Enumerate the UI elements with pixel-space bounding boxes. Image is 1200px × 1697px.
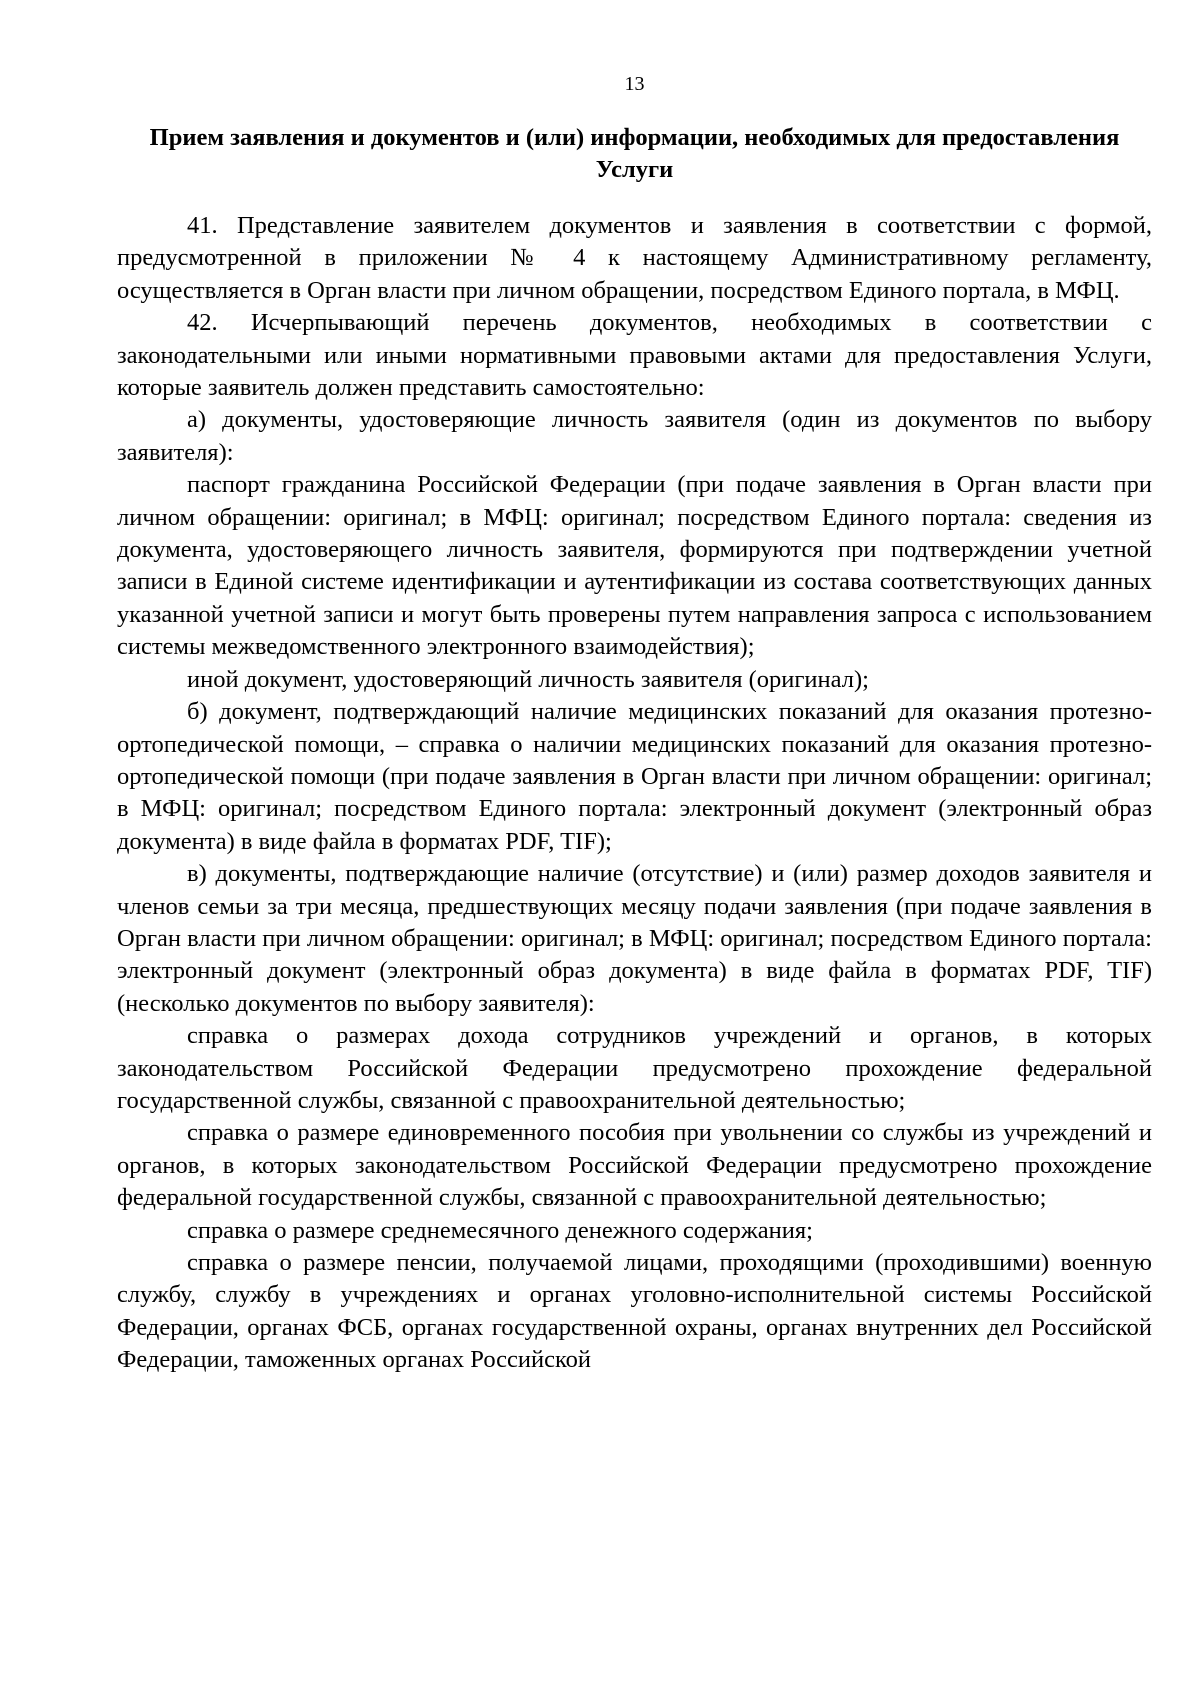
paragraph-income-certificate: справка о размерах дохода сотрудников учреждений и органов, в которых законодательством Российской Федерации предусмотрено прохождение федеральной государственной службы, связанной с правоохранительной деятельностью; [117,1022,1152,1114]
paragraph-average-salary-certificate: справка о размере среднемесячного денежного содержания; [187,1216,813,1244]
paragraph-42: 42. Исчерпывающий перечень документов, необходимых в соответствии с законодательными или иными нормативными правовыми актами для предоставления Услуги, которые заявитель должен представить самостоятельно: [117,309,1152,402]
paragraph-item-b: б) документ, подтверждающий наличие медицинских показаний для оказания протезно-ортопедической помощи, – справка о наличии медицинских показаний для оказания протезно-ортопедической помощи (при подаче заявления в Орган власти при личном обращении: оригинал; в МФЦ: оригинал; посредством Единого портала: электронный документ (электронный образ документа) в виде файла в форматах PDF, TIF); [117,698,1152,855]
paragraph-severance-certificate: справка о размере единовременного пособия при увольнении со службы из учреждений и органов, в которых законодательством Российской Федерации предусмотрено прохождение федеральной государственной службы, связанной с правоохранительной деятельностью; [117,1119,1152,1212]
paragraph-pension-certificate: справка о размере пенсии, получаемой лицами, проходящими (проходившими) военную службу, службу в учреждениях и органах уголовно-исполнительной системы Российской Федерации, органах ФСБ, органах государственной охраны, органах внутренних дел Российской Федерации, таможенных органах Российской [117,1249,1152,1374]
section-title: Прием заявления и документов и (или) информации, необходимых для предоставления Услуги [149,124,1120,183]
paragraph-41: 41. Представление заявителем документов и заявления в соответствии с формой, предусмотренной в приложении № 4 к настоящему Административному регламенту, осуществляется в Орган власти при личном обращении, посредством Единого портала, в МФЦ. [117,212,1152,304]
paragraph-item-a: а) документы, удостоверяющие личность заявителя (один из документов по выбору заявителя): [117,406,1152,466]
paragraph-other-id: иной документ, удостоверяющий личность заявителя (оригинал); [187,665,869,693]
paragraph-passport: паспорт гражданина Российской Федерации (при подаче заявления в Орган власти при личном обращении: оригинал; в МФЦ: оригинал; посредством Единого портала: сведения из документа, удостоверяющего личность заявителя, формируются при подтверждении учетной записи в Единой системе идентификации и аутентификации из состава соответствующих данных указанной учетной записи и могут быть проверены путем направления запроса с использованием системы межведомственного электронного взаимодействия); [117,471,1152,661]
page-number: 13 [624,73,645,95]
paragraph-item-v: в) документы, подтверждающие наличие (отсутствие) и (или) размер доходов заявителя и членов семьи за три месяца, предшествующих месяцу подачи заявления (при подаче заявления в Орган власти при личном обращении: оригинал; в МФЦ: оригинал; посредством Единого портала: электронный документ (электронный образ документа) в виде файла в форматах PDF, TIF) (несколько документов по выбору заявителя): [117,860,1152,1017]
document-body [117,210,1152,1377]
